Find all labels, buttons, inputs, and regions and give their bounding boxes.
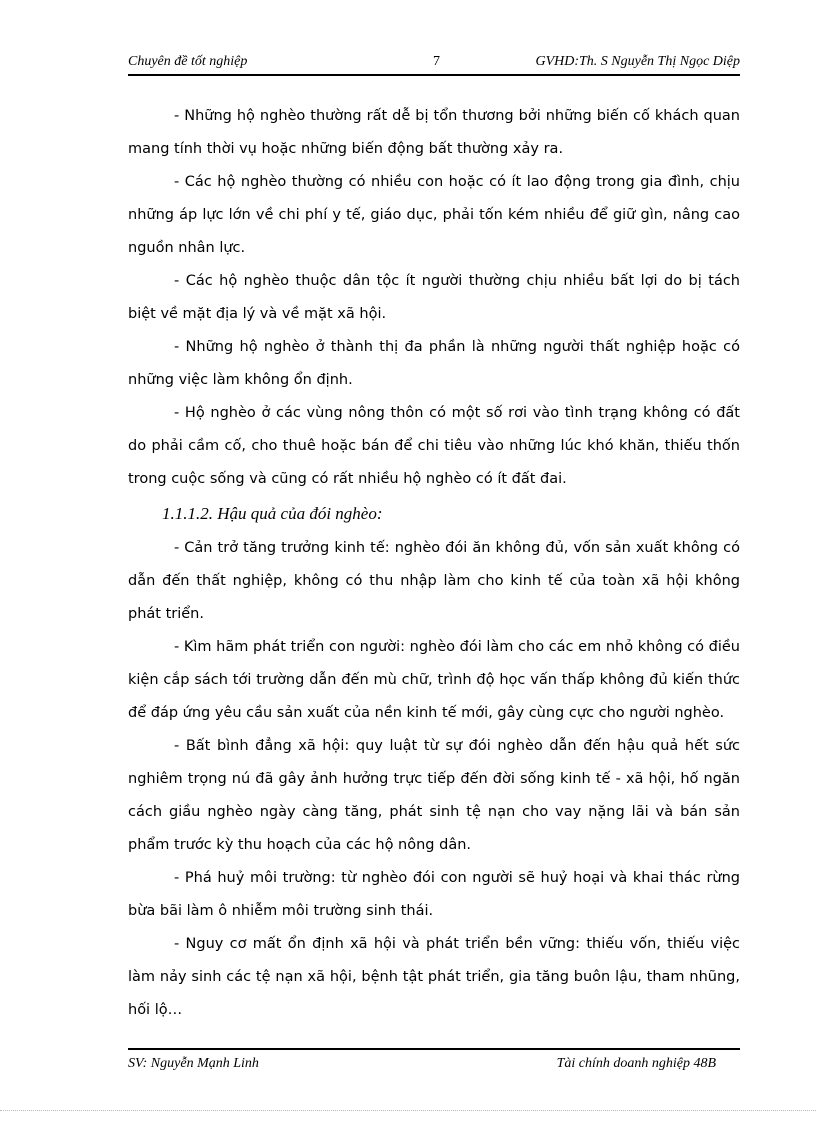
header-document-title: Chuyên đề tốt nghiệp: [128, 54, 248, 69]
footer-class: Tài chính doanh nghiệp 48B: [556, 1056, 716, 1071]
header-supervisor: GVHD:Th. S Nguyễn Thị Ngọc Diệp: [535, 54, 740, 69]
paragraph-rural-poor: - Hộ nghèo ở các vùng nông thôn có một số rơi vào tình trạng không có đất do phải cầm cố, cho thuê hoặc bán để chi tiêu vào những lúc khó khăn, thiếu thốn trong cuộc sống và cũng có rất nhiều hộ nghèo có ít đất đai.: [128, 405, 740, 487]
paragraph-ethnic-minorities: - Các hộ nghèo thuộc dân tộc ít người thường chịu nhiều bất lợi do bị tách biệt về mặt địa lý và về mặt xã hội.: [128, 273, 740, 322]
page-body: [128, 100, 740, 1027]
paragraph-vulnerable-households: - Những hộ nghèo thường rất dễ bị tổn thương bởi những biến cố khách quan mang tính thời vụ hoặc những biến động bất thường xảy ra.: [128, 108, 740, 157]
paragraph-urban-poor: - Những hộ nghèo ở thành thị đa phần là những người thất nghiệp hoặc có những việc làm không ổn định.: [128, 339, 740, 388]
paragraph-environment: - Phá huỷ môi trường: từ nghèo đói con người sẽ huỷ hoại và khai thác rừng bừa bãi làm ô nhiễm môi trường sinh thái.: [128, 870, 740, 919]
page-edge-divider: [0, 1110, 816, 1111]
page-number: 7: [433, 54, 440, 69]
paragraph-economic-growth: - Cản trở tăng trưởng kinh tế: nghèo đói ăn không đủ, vốn sản xuất không có dẫn đến thất nghiệp, không có thu nhập làm cho kinh tế của toàn xã hội không phát triển.: [128, 540, 740, 622]
page-header: [128, 52, 740, 76]
footer-student: SV: Nguyễn Mạnh Linh: [128, 1056, 259, 1071]
paragraph-social-instability: - Nguy cơ mất ổn định xã hội và phát triển bền vững: thiếu vốn, thiếu việc làm nảy sinh các tệ nạn xã hội, bệnh tật phát triển, gia tăng buôn lậu, tham nhũng, hối lộ…: [128, 936, 740, 1018]
page-footer: [128, 1048, 740, 1076]
paragraph-human-development: - Kìm hãm phát triển con người: nghèo đói làm cho các em nhỏ không có điều kiện cắp sách tới trường dẫn đến mù chữ, trình độ học vấn thấp không đủ kiến thức để đáp ứng yêu cầu sản xuất của nền kinh tế mới, gây cùng cực cho người nghèo.: [128, 639, 740, 721]
section-heading: 1.1.1.2. Hậu quả của đói nghèo:: [162, 504, 383, 523]
paragraph-social-inequality: - Bất bình đẳng xã hội: quy luật từ sự đói nghèo dẫn đến hậu quả hết sức nghiêm trọng nú đã gây ảnh hưởng trực tiếp đến đời sống kinh tế - xã hội, hố ngăn cách giầu nghèo ngày càng tăng, phát sinh tệ nạn cho vay nặng lãi và bán sản phẩm trước kỳ thu hoạch của các hộ nông dân.: [128, 738, 740, 853]
paragraph-many-children: - Các hộ nghèo thường có nhiều con hoặc có ít lao động trong gia đình, chịu những áp lực lớn về chi phí y tế, giáo dục, phải tốn kém nhiều để giữ gìn, nâng cao nguồn nhân lực.: [128, 174, 740, 256]
